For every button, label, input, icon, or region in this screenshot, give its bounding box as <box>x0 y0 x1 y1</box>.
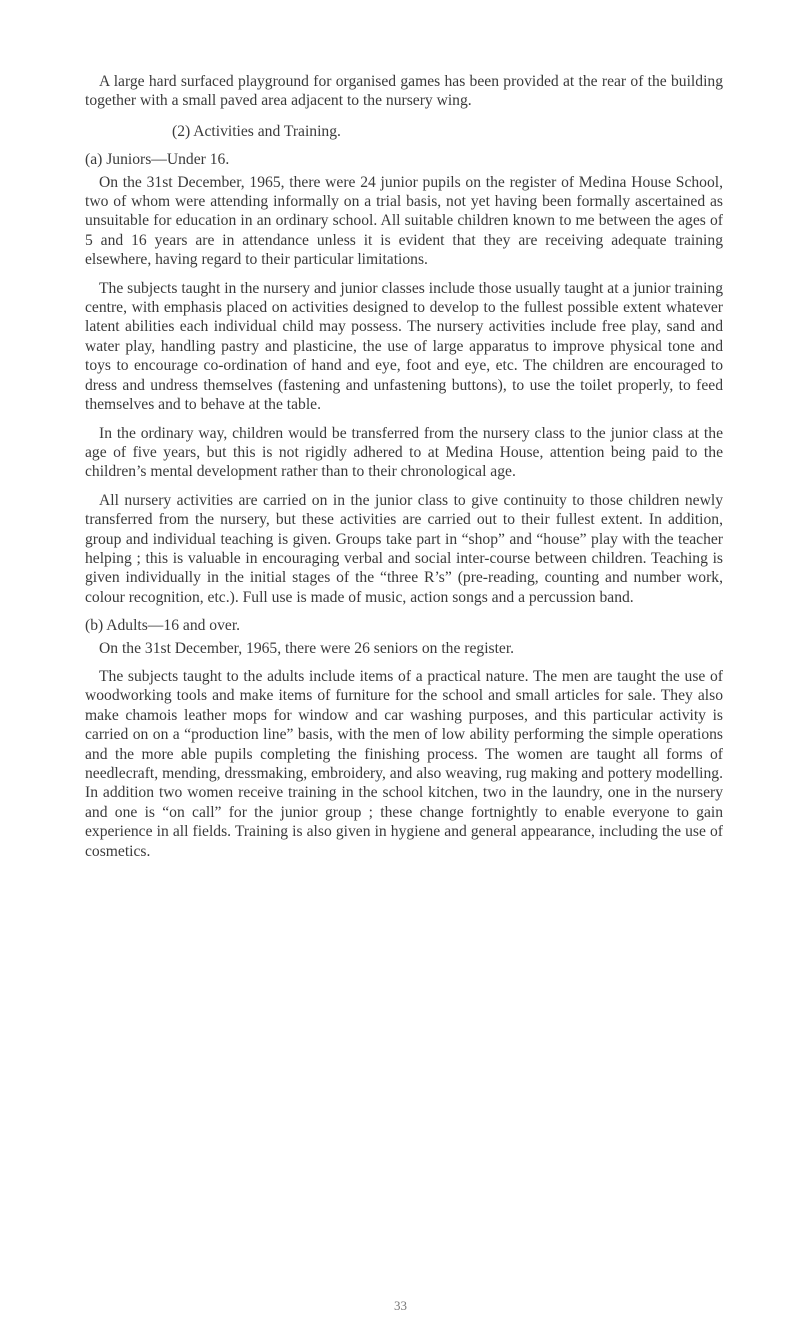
juniors-paragraph-register: On the 31st December, 1965, there were 24 junior pupils on the register of Medina House School, two of whom were attending informally on a trial basis, not yet having been formally ascertained as unsuitable for education in an ordinary school. All suitable children known to me between the ages of 5 and 16 years are in attendance unless it is evident that they are receiving adequate training elsewhere, having regard to their particular limitations. <box>85 173 723 269</box>
intro-paragraph: A large hard surfaced playground for organised games has been provided at the rear of the building together with a small paved area adjacent to the nursery wing. <box>85 73 723 110</box>
section-heading: (2) Activities and Training. <box>172 122 341 140</box>
adults-paragraph-subjects: The subjects taught to the adults include items of a practical nature. The men are taught the use of woodworking tools and make items of furniture for the school and small articles for sale. They also make chamois leather mops for window and car washing purposes, and this particular activity is carried on on a “production line” basis, with the men of low ability performing the simple operations and the more able pupils completing the finishing process. The women are taught all forms of needlecraft, mending, dressmaking, embroidery, and also weaving, rug making and pottery modelling. In addition two women receive training in the school kitchen, two in the laundry, one in the nursery and one is “on call” for the junior group ; these change fortnightly to enable everyone to gain experience in all fields. Training is also given in hygiene and general appearance, including the use of cosmetics. <box>85 667 723 860</box>
document-page <box>85 72 723 870</box>
juniors-paragraph-activities: All nursery activities are carried on in the junior class to give continuity to those children newly transferred from the nursery, but these activities are carried out to their fullest extent. In addition, group and individual teaching is given. Groups take part in “shop” and “house” play with the teacher helping ; this is valuable in encouraging verbal and social inter-course between children. Teaching is given individually in the initial stages of the “three R’s” (pre-reading, counting and number work, colour recognition, etc.). Full use is made of music, action songs and a percussion band. <box>85 491 723 606</box>
juniors-paragraph-subjects: The subjects taught in the nursery and junior classes include those usually taught at a junior training centre, with emphasis placed on activities designed to develop to the fullest possible extent whatever latent abilities each individual child may possess. The nursery activities include free play, sand and water play, handling pastry and plasticine, the use of large apparatus to improve physical tone and toys to encourage co-ordination of hand and eye, foot and eye, etc. The children are encouraged to dress and undress themselves (fastening and unfastening buttons), to use the toilet properly, to feed themselves and to behave at the table. <box>85 279 723 414</box>
adults-paragraph-register: On the 31st December, 1965, there were 26 seniors on the register. <box>99 639 515 657</box>
adults-heading: (b) Adults—16 and over. <box>85 617 241 635</box>
juniors-heading: (a) Juniors—Under 16. <box>85 151 230 169</box>
page-number: 33 <box>394 1298 407 1313</box>
juniors-paragraph-transfer: In the ordinary way, children would be transferred from the nursery class to the junior class at the age of five years, but this is not rigidly adhered to at Medina House, attention being paid to the children’s mental development rather than to their chronological age. <box>85 424 723 481</box>
